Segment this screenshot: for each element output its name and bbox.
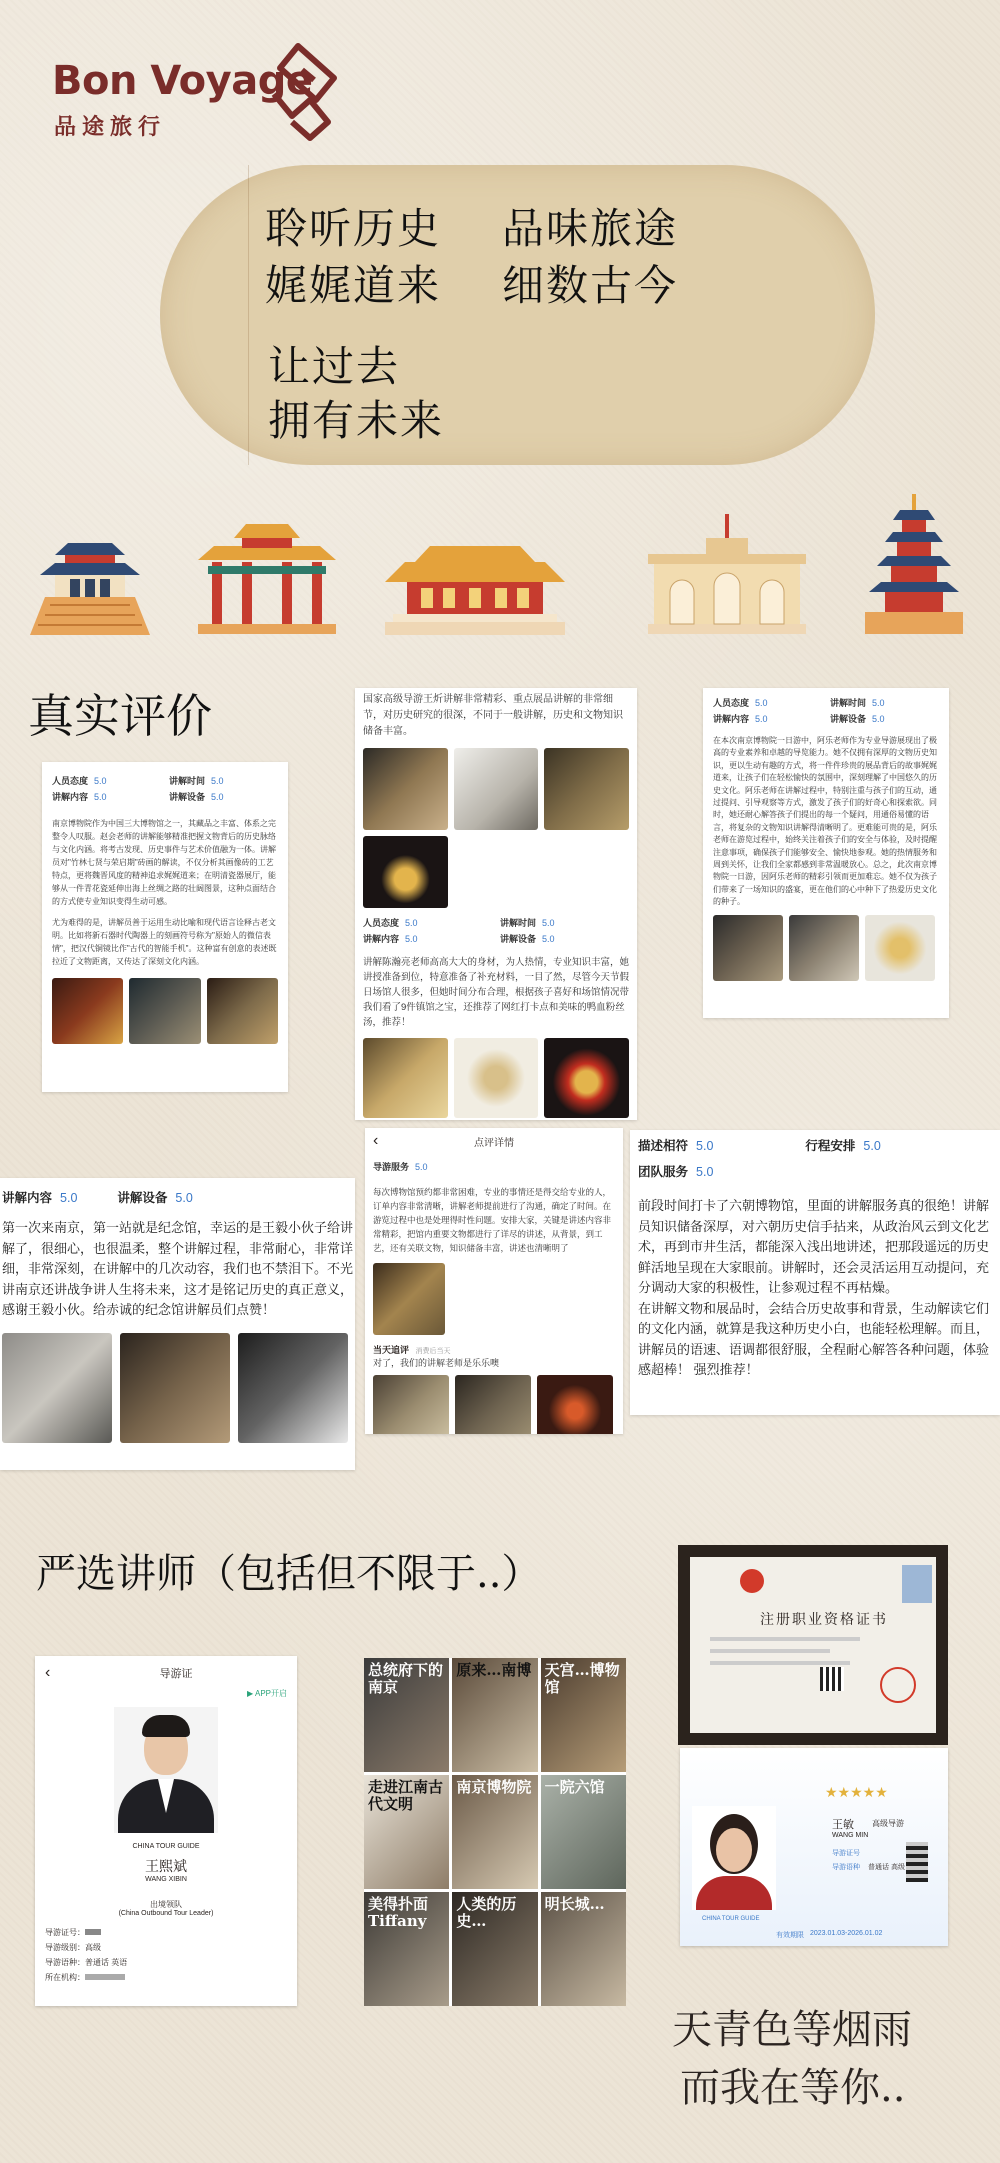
rating-label: 讲解设备 xyxy=(117,1191,168,1205)
rating-grid xyxy=(373,1160,615,1173)
field-label: 导游语种 xyxy=(832,1864,860,1871)
guides-title: 严选讲师（包括但不限于..） xyxy=(36,1551,542,1597)
reviews-title: 真实评价 xyxy=(28,689,212,743)
review-card-6 xyxy=(630,1130,1000,1415)
review-photo[interactable] xyxy=(207,978,278,1044)
rating-grid xyxy=(713,696,939,725)
review-card-4 xyxy=(0,1178,355,1470)
closing-line-2: 而我在等你.. xyxy=(680,2065,906,2111)
review-photo[interactable] xyxy=(120,1333,230,1443)
review-photo[interactable] xyxy=(544,748,629,830)
rating-score: 5.0 xyxy=(60,1191,78,1205)
ancient-gate-icon xyxy=(30,535,150,635)
org-label: CHINA TOUR GUIDE xyxy=(132,1843,200,1850)
review-card-5 xyxy=(365,1128,623,1434)
collage-cell[interactable]: 明长城… xyxy=(541,1892,626,2006)
field-value: 高级 xyxy=(85,1943,101,1952)
pagoda-icon xyxy=(855,492,973,634)
collage-cell[interactable]: 原来…南博 xyxy=(452,1658,537,1772)
review-photo[interactable] xyxy=(455,1375,531,1434)
brand-name-cn: 品途旅行 xyxy=(54,115,167,140)
guide-level: 高级导游 xyxy=(872,1819,904,1828)
review-photo[interactable] xyxy=(789,915,859,981)
certificate-title: 注册职业资格证书 xyxy=(760,1612,888,1628)
back-button[interactable]: ‹ xyxy=(373,1132,379,1149)
field-value: 普通话 高级 xyxy=(868,1864,905,1871)
review-text: 在讲解文物和展品时，会结合历史故事和背景，生动解读它们的文化内涵，就算是我这种历史小白，也能轻松理解。而且，讲解员的语速、语调都很舒服，全程耐心解答各种问题，体验感超棒！ 强烈推荐！ xyxy=(638,1300,990,1377)
guides-collage xyxy=(364,1658,626,2006)
rating-row xyxy=(638,1162,992,1180)
hero-line-2b: 细数古今 xyxy=(502,261,679,310)
rating-label: 人员态度 xyxy=(52,776,89,786)
review-photo[interactable] xyxy=(2,1333,112,1443)
followup-title: 当天追评 xyxy=(373,1345,410,1355)
validity-value: 2023.01.03-2026.01.02 xyxy=(810,1930,883,1937)
guide-name: 王敏 xyxy=(832,1819,854,1831)
review-card-3 xyxy=(703,688,949,1018)
followup-meta: 消费后当天 xyxy=(415,1348,451,1355)
hero-line-2a: 娓娓道来 xyxy=(265,261,442,310)
guide-role-en: (China Outbound Tour Leader) xyxy=(118,1910,214,1917)
rating-label: 人员态度 xyxy=(363,918,400,928)
detail-header xyxy=(373,1132,615,1150)
bon-voyage-logo-mark-icon xyxy=(262,38,344,144)
review-photo[interactable] xyxy=(52,978,123,1044)
collage-cell[interactable]: 天宫…博物馆 xyxy=(541,1658,626,1772)
national-emblem-icon xyxy=(740,1569,764,1593)
rating-label: 讲解内容 xyxy=(713,714,750,724)
rating-score: 5.0 xyxy=(755,698,768,708)
app-open-link[interactable]: ▶ APP开启 xyxy=(247,1689,287,1698)
certificate-portrait xyxy=(902,1565,932,1603)
review-photo[interactable] xyxy=(373,1263,445,1335)
rating-score: 5.0 xyxy=(405,934,418,944)
review-photo[interactable] xyxy=(454,1038,539,1118)
rating-score: 5.0 xyxy=(94,776,107,786)
review-text: 在本次南京博物院一日游中，阿乐老师作为专业导游展现出了极高的专业素养和卓越的导览能力。她不仅拥有深厚的文物历史知识，更以生动有趣的方式，将一件件珍贵的展品背后的故事娓娓道来，让孩子们在轻松愉快的氛围中，深刻理解了中国悠久的历史文化。阿乐老师在讲解过程中，特别注重与孩子们的互动，通过提问、引导观察等方式，激发了孩子们的好奇心和探索欲。同时，她还耐心解答孩子们提出的每一个疑问，用通俗易懂的语言，将复杂的文物知识讲解得清晰明了。更难能可贵的是，阿乐老师在游览过程中，始终关注着孩子们的安全与体验，及时提醒注意事项，确保孩子们能够安全、愉快地参观。她的热情服务和周到关怀，让我们全家都感到非常温暖放心。总之，此次南京博物院一日游，因阿乐老师的精彩引领而更加难忘。她不仅为孩子们带来了一场知识的盛宴，更在他们的心中种下了热爱历史文化的种子。 xyxy=(713,736,937,907)
rating-label: 讲解时间 xyxy=(500,918,537,928)
rating-label: 讲解内容 xyxy=(363,934,400,944)
memorial-hall-icon xyxy=(648,512,806,634)
review-photo[interactable] xyxy=(238,1333,348,1443)
rating-label: 讲解内容 xyxy=(2,1191,53,1205)
collage-cell[interactable]: 一院六馆 xyxy=(541,1775,626,1889)
rating-score: 5.0 xyxy=(94,792,107,802)
field-label: 导游证号 xyxy=(832,1850,860,1857)
collage-cell[interactable]: 南京博物院 xyxy=(452,1775,537,1889)
collage-cell[interactable]: 美得扑面Tiffany xyxy=(364,1892,449,2006)
rating-label: 讲解内容 xyxy=(52,792,89,802)
official-seal-icon xyxy=(880,1667,916,1703)
review-text: 第一次来南京，第一站就是纪念馆，幸运的是王毅小伙子给讲解了，很细心，也很温柔，整个讲解过程，非常耐心，非常详细，非常深刻，在讲解中的几次动容，我们也不禁泪下。不光讲南京还讲战争讲人生将未来，这才是铭记历史的真正意义，感谢王毅小伙。给赤诚的纪念馆讲解员们点赞！ xyxy=(2,1220,354,1317)
rating-score: 5.0 xyxy=(696,1165,714,1179)
guide-photo xyxy=(692,1806,776,1910)
rating-grid xyxy=(363,916,629,945)
review-text: 尤为难得的是，讲解员善于运用生动比喻和现代语言诠释古老文明。比如将新石器时代陶器上的刻画符号称为"原始人的微信表情"，把汉代铜镜比作"古代的智能手机"。这种富有创意的表述既拉近了文物距离，又传达了深刻文化内涵。 xyxy=(52,918,277,966)
rating-score: 5.0 xyxy=(872,698,885,708)
field-label: 所在机构： xyxy=(45,1973,85,1982)
hero-line-1b: 品味旅途 xyxy=(502,204,679,253)
license-title: 导游证 xyxy=(159,1668,193,1680)
rating-label: 行程安排 xyxy=(805,1139,856,1153)
rating-label: 讲解设备 xyxy=(500,934,537,944)
followup-header xyxy=(373,1343,615,1356)
collage-cell[interactable]: 总统府下的南京 xyxy=(364,1658,449,1772)
redacted-block xyxy=(85,1929,101,1935)
certificate-photo xyxy=(678,1545,948,1745)
review-photo[interactable] xyxy=(537,1375,613,1434)
certificate-line xyxy=(710,1661,850,1665)
rating-label: 人员态度 xyxy=(713,698,750,708)
collage-cell[interactable]: 人类的历史… xyxy=(452,1892,537,2006)
review-photo[interactable] xyxy=(363,1038,448,1118)
rating-score: 5.0 xyxy=(872,714,885,724)
rating-label: 讲解时间 xyxy=(169,776,206,786)
rating-score: 5.0 xyxy=(542,934,555,944)
rating-label: 讲解设备 xyxy=(169,792,206,802)
review-card-1 xyxy=(42,762,288,1092)
review-text: 南京博物院作为中国三大博物馆之一，其藏品之丰富、体系之完整令人叹服。赵会老师的讲解能够精准把握文物背后的历史脉络与文化内涵。将考古发现、历史事件与艺术价值融为一体。讲解员对"竹林七贤与荣启期"砖画的解读，不仅分析其画像砖的工艺特点，更将魏晋风度的精神追求娓娓道来；在明清瓷器展厅，能够从一件青花瓷延伸出海上丝绸之路的壮阔图景，这种点面结合的方式使专业知识变得生动可感。 xyxy=(52,819,276,906)
rating-score: 5.0 xyxy=(696,1139,714,1153)
review-text: 前段时间打卡了六朝博物馆，里面的讲解服务真的很绝！讲解员知识储备深厚，对六朝历史信手拈来，从政治风云到文化艺术，再到市井生活，都能深入浅出地讲述，把那段遥远的历史鲜活地呈现在大家眼前。讲解时，还会灵活运用互动提问，充分调动大家的积极性，让参观过程不再枯燥。 xyxy=(638,1198,990,1295)
field-label: 导游证号： xyxy=(45,1928,85,1937)
review-photo[interactable] xyxy=(363,748,448,830)
guide-role: 出境领队 xyxy=(150,1900,182,1909)
validity-label: 有效期限 xyxy=(776,1932,804,1939)
review-card-2 xyxy=(355,688,637,1120)
rating-label: 团队服务 xyxy=(638,1165,689,1179)
rating-label: 讲解设备 xyxy=(830,714,867,724)
review-photo[interactable] xyxy=(454,748,539,830)
license-header xyxy=(45,1664,287,1682)
rating-score: 5.0 xyxy=(415,1162,428,1172)
review-photo[interactable] xyxy=(363,836,448,908)
review-photo[interactable] xyxy=(713,915,783,981)
qr-code-icon xyxy=(820,1667,844,1691)
rating-score: 5.0 xyxy=(755,714,768,724)
rating-score: 5.0 xyxy=(211,792,224,802)
guide-pinyin: WANG MIN xyxy=(832,1832,869,1839)
review-photo[interactable] xyxy=(373,1375,449,1434)
license-fields xyxy=(45,1925,287,1985)
rating-grid xyxy=(52,774,278,803)
rating-row xyxy=(638,1136,992,1154)
rating-label: 描述相符 xyxy=(638,1139,689,1153)
guide-license-card xyxy=(35,1656,297,2006)
guide-name: 王熙斌 xyxy=(145,1858,187,1874)
back-button[interactable]: ‹ xyxy=(45,1664,51,1681)
brand-name-en: Bon Voyage xyxy=(52,58,313,104)
rating-row xyxy=(2,1188,353,1206)
review-intro: 国家高级导游王炘讲解非常精彩、重点展品讲解的非常细节，对历史研究的很深，不同于一般讲解，历史和文物知识储备丰富。 xyxy=(363,694,623,737)
certificate-line xyxy=(710,1649,830,1653)
field-value: 普通话 英语 xyxy=(85,1958,128,1967)
hero-line-3: 让过去 xyxy=(268,342,401,391)
guide-id-card xyxy=(680,1748,948,1946)
field-label: 导游级别： xyxy=(45,1943,85,1952)
followup-text: 对了，我们的讲解老师是乐乐噢 xyxy=(373,1358,500,1368)
banner-divider xyxy=(248,165,249,465)
certificate-paper xyxy=(690,1557,936,1733)
review-text: 讲解陈瀚亮老师高高大大的身材，为人热情，专业知识丰富，她讲授准备到位，特意准备了补充材料，一目了然，尽管今天节假日场馆人很多，但她时间分布合理，根据孩子喜好和场馆情况带我们看了9件镇馆之宝，还推荐了网红打卡点和美味的鸭血粉丝汤，推荐！ xyxy=(363,957,630,1028)
hero-line-1a: 聆听历史 xyxy=(265,204,442,253)
hero-line-4: 拥有未来 xyxy=(268,396,445,445)
rating-score: 5.0 xyxy=(863,1139,881,1153)
rating-score: 5.0 xyxy=(175,1191,193,1205)
org-label: CHINA TOUR GUIDE xyxy=(702,1916,760,1922)
field-label: 导游语种： xyxy=(45,1958,85,1967)
redacted-block xyxy=(85,1974,125,1980)
collage-cell[interactable]: 走进江南古代文明 xyxy=(364,1775,449,1889)
review-photo[interactable] xyxy=(865,915,935,981)
palace-hall-icon xyxy=(385,540,565,635)
rating-score: 5.0 xyxy=(405,918,418,928)
closing-line-1: 天青色等烟雨 xyxy=(672,2007,912,2053)
rating-score: 5.0 xyxy=(542,918,555,928)
certificate-line xyxy=(710,1637,860,1641)
rating-label: 讲解时间 xyxy=(830,698,867,708)
guide-pinyin: WANG XIBIN xyxy=(145,1876,187,1883)
review-photo[interactable] xyxy=(544,1038,629,1118)
qr-code-icon xyxy=(906,1842,928,1882)
review-photo[interactable] xyxy=(129,978,200,1044)
detail-title: 点评详情 xyxy=(474,1137,514,1149)
paifang-archway-icon xyxy=(198,522,336,634)
rating-label: 导游服务 xyxy=(373,1162,410,1172)
rating-score: 5.0 xyxy=(211,776,224,786)
review-text: 每次博物馆预约都非常困难，专业的事情还是得交给专业的人，订单内容非常清晰，讲解老师提前进行了沟通，确定了时间。在游览过程中也是处理得时性问题。安排大家，关键是讲述内容非常精彩，把馆内重要文物都进行了详尽的讲述，从背景，到工艺，还有关联文物，知识储备丰富，讲述也清晰明了 xyxy=(373,1187,612,1253)
guide-photo xyxy=(114,1707,218,1833)
rating-stars: ★★★★★ xyxy=(825,1784,888,1800)
